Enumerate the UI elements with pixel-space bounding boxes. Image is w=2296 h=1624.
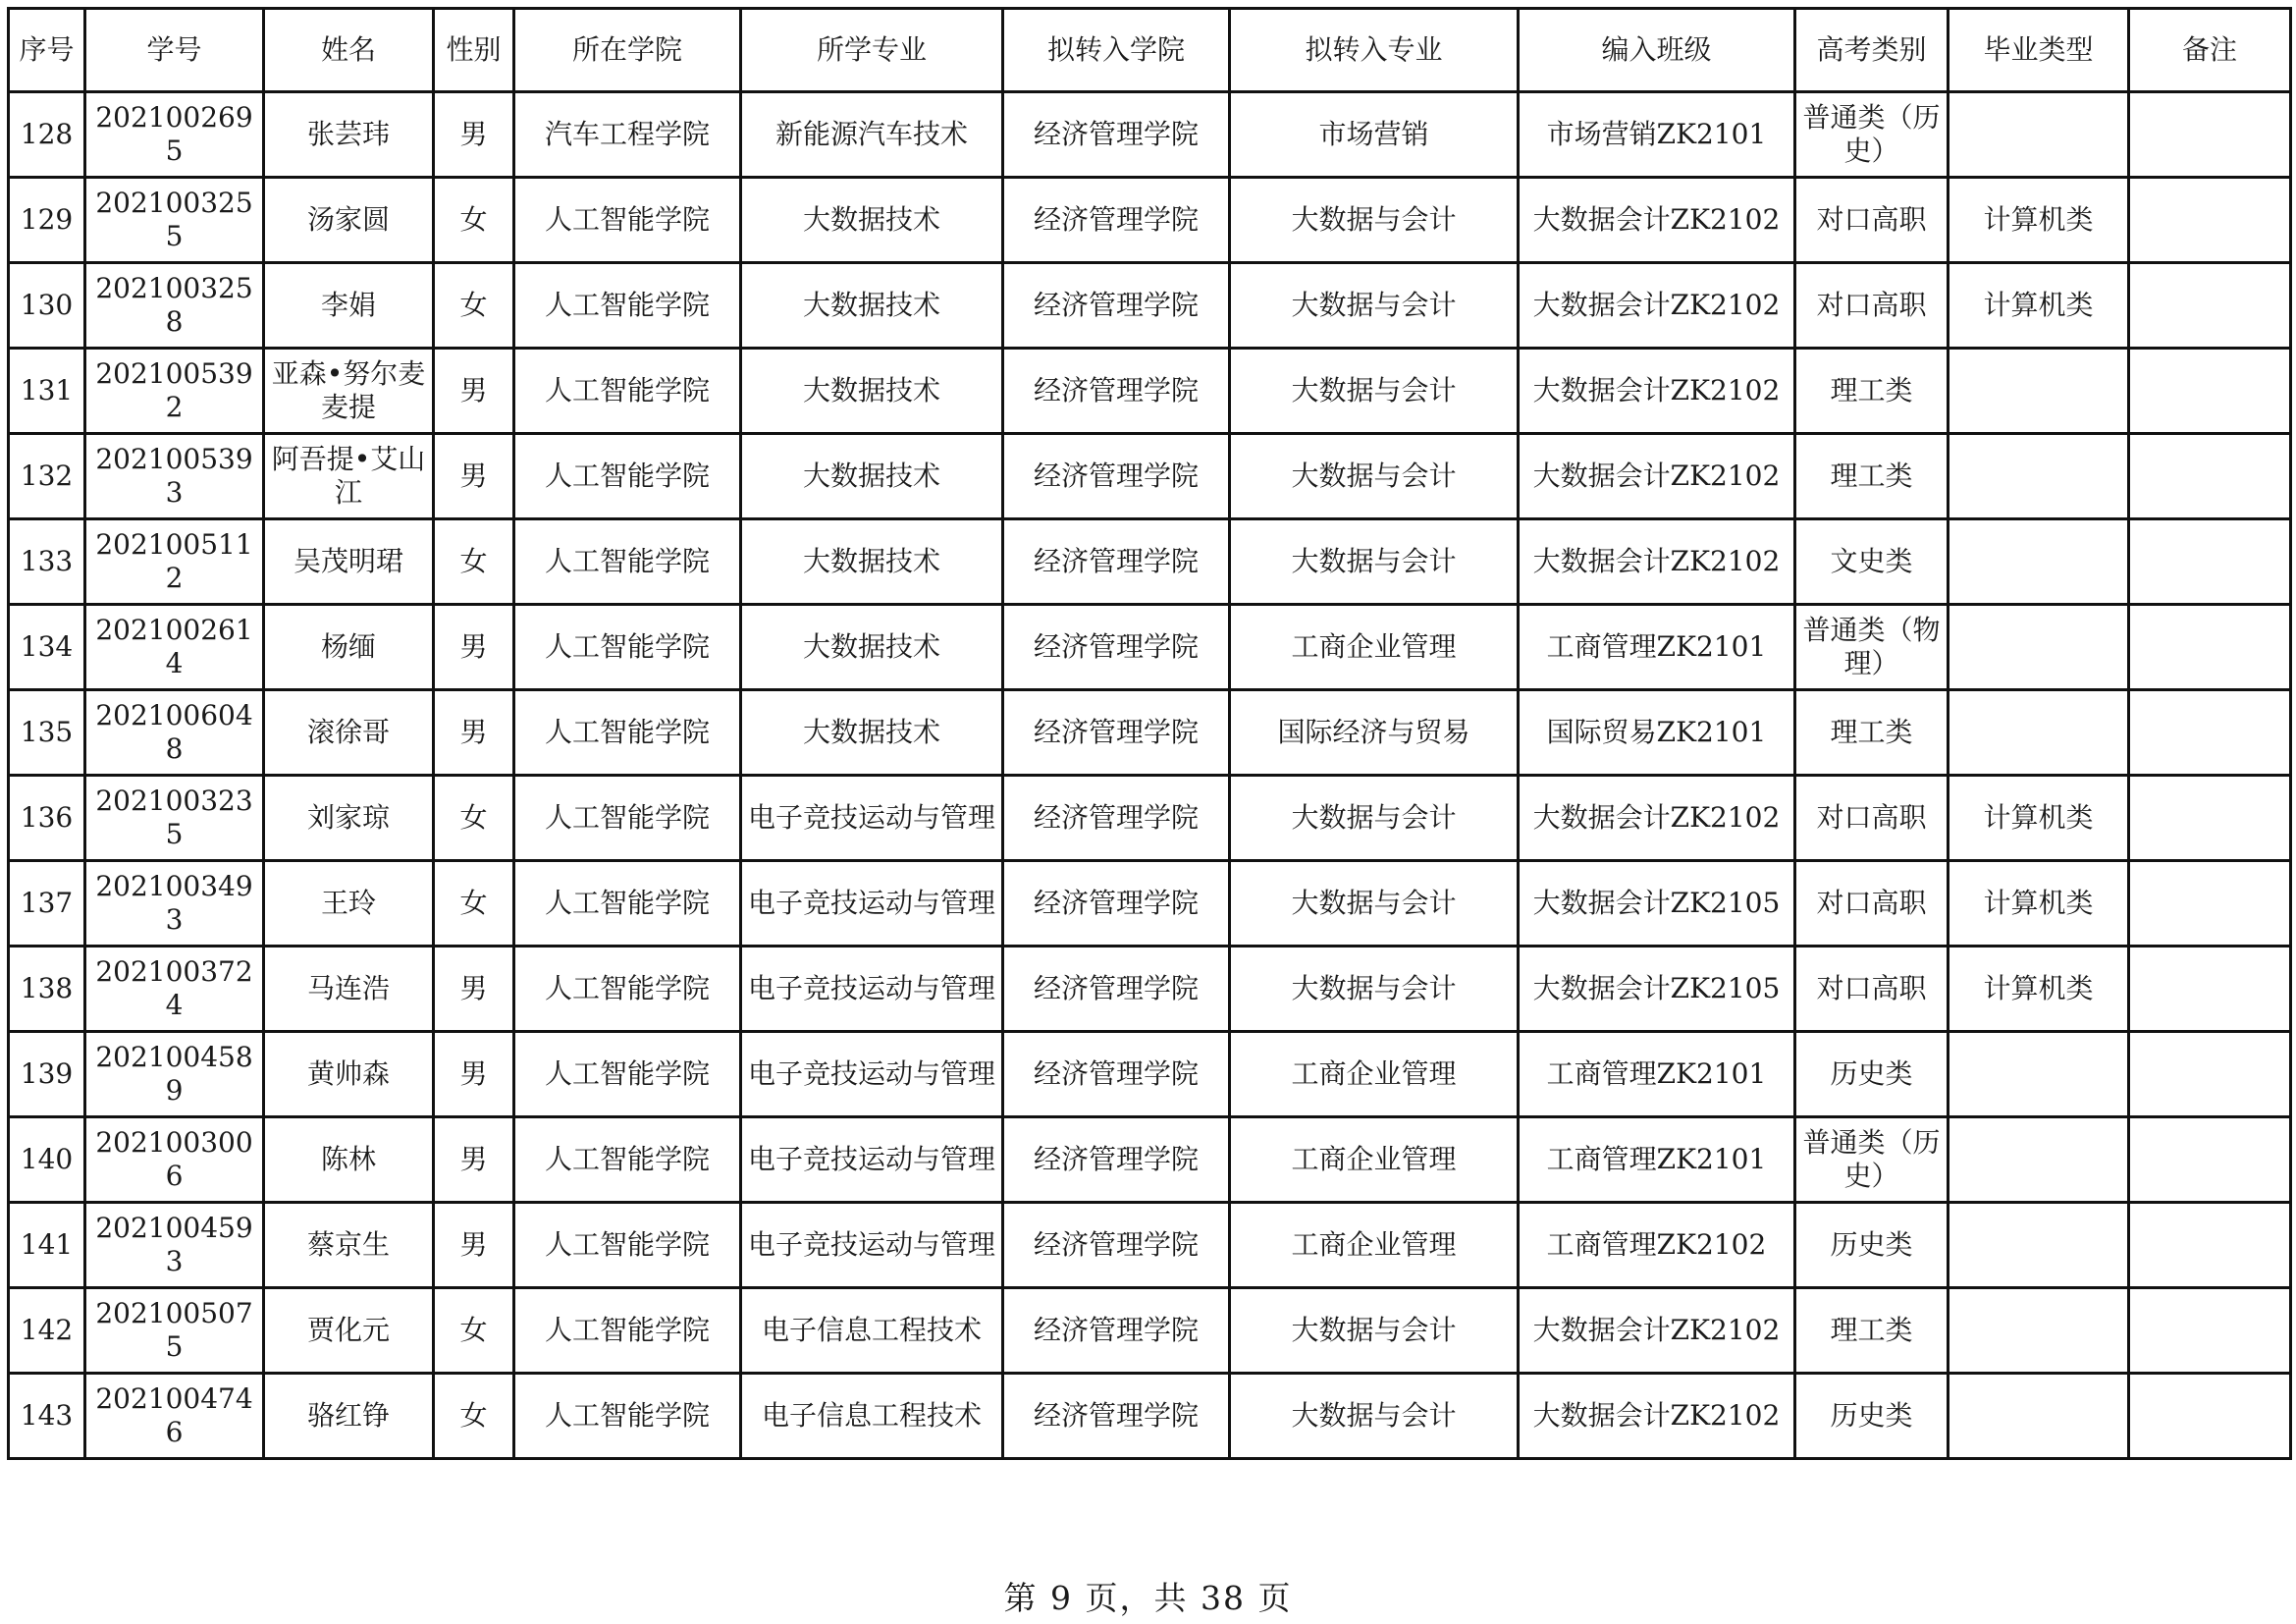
cell-graduation-type [1949,1203,2129,1288]
cell-current-college: 人工智能学院 [514,1117,741,1203]
cell-gender: 男 [434,92,514,178]
cell-graduation-type [1949,690,2129,776]
cell-exam-category: 对口高职 [1795,263,1949,349]
cell-target-major: 工商企业管理 [1230,1203,1519,1288]
cell-assigned-class: 大数据会计ZK2102 [1519,349,1795,434]
cell-target-major: 大数据与会计 [1230,861,1519,947]
cell-target-major: 大数据与会计 [1230,178,1519,263]
table-row [9,519,2291,605]
cell-gender: 男 [434,1203,514,1288]
cell-assigned-class: 大数据会计ZK2105 [1519,861,1795,947]
cell-exam-category: 对口高职 [1795,861,1949,947]
cell-current-major: 大数据技术 [741,434,1003,519]
cell-graduation-type [1949,92,2129,178]
cell-student-id: 2021003235 [85,776,264,861]
cell-gender: 女 [434,519,514,605]
cell-exam-category: 理工类 [1795,349,1949,434]
cell-target-college: 经济管理学院 [1003,349,1230,434]
cell-current-college: 人工智能学院 [514,861,741,947]
cell-serial-no: 134 [9,605,85,690]
header-current-college: 所在学院 [514,9,741,92]
cell-current-college: 人工智能学院 [514,690,741,776]
cell-gender: 男 [434,349,514,434]
cell-current-major: 电子竞技运动与管理 [741,1117,1003,1203]
cell-serial-no: 132 [9,434,85,519]
cell-exam-category: 对口高职 [1795,947,1949,1032]
cell-target-college: 经济管理学院 [1003,947,1230,1032]
cell-current-major: 电子竞技运动与管理 [741,947,1003,1032]
cell-target-college: 经济管理学院 [1003,1203,1230,1288]
cell-graduation-type: 计算机类 [1949,178,2129,263]
cell-serial-no: 141 [9,1203,85,1288]
header-gender: 性别 [434,9,514,92]
cell-name: 吴茂明珺 [264,519,434,605]
cell-remarks [2129,178,2291,263]
header-graduation-type: 毕业类型 [1949,9,2129,92]
cell-current-major: 大数据技术 [741,263,1003,349]
cell-name: 王玲 [264,861,434,947]
cell-target-major: 国际经济与贸易 [1230,690,1519,776]
cell-name: 汤家圆 [264,178,434,263]
page-number: 第 9 页，共 38 页 [1003,1579,1293,1617]
cell-exam-category: 理工类 [1795,434,1949,519]
cell-current-college: 人工智能学院 [514,947,741,1032]
cell-target-college: 经济管理学院 [1003,92,1230,178]
cell-target-major: 工商企业管理 [1230,605,1519,690]
cell-assigned-class: 大数据会计ZK2102 [1519,263,1795,349]
cell-name: 杨缅 [264,605,434,690]
cell-remarks [2129,263,2291,349]
cell-remarks [2129,1288,2291,1374]
cell-serial-no: 133 [9,519,85,605]
cell-student-id: 2021003006 [85,1117,264,1203]
cell-gender: 男 [434,1117,514,1203]
cell-gender: 女 [434,263,514,349]
table-row [9,861,2291,947]
header-assigned-class: 编入班级 [1519,9,1795,92]
cell-name: 滚徐哥 [264,690,434,776]
cell-student-id: 2021003493 [85,861,264,947]
header-current-major: 所学专业 [741,9,1003,92]
cell-name: 李娟 [264,263,434,349]
cell-current-college: 人工智能学院 [514,605,741,690]
cell-student-id: 2021002695 [85,92,264,178]
table-row [9,947,2291,1032]
cell-name: 刘家琼 [264,776,434,861]
cell-remarks [2129,519,2291,605]
cell-target-major: 大数据与会计 [1230,349,1519,434]
cell-target-college: 经济管理学院 [1003,263,1230,349]
cell-graduation-type: 计算机类 [1949,861,2129,947]
table-row [9,1374,2291,1459]
cell-gender: 男 [434,690,514,776]
cell-name: 骆红铮 [264,1374,434,1459]
header-serial-no: 序号 [9,9,85,92]
cell-serial-no: 128 [9,92,85,178]
cell-assigned-class: 大数据会计ZK2102 [1519,178,1795,263]
cell-current-college: 人工智能学院 [514,1288,741,1374]
cell-student-id: 2021003255 [85,178,264,263]
cell-target-college: 经济管理学院 [1003,861,1230,947]
cell-assigned-class: 大数据会计ZK2102 [1519,519,1795,605]
table-row [9,349,2291,434]
table-row [9,605,2291,690]
cell-remarks [2129,1374,2291,1459]
cell-current-major: 电子竞技运动与管理 [741,776,1003,861]
cell-graduation-type [1949,1288,2129,1374]
cell-remarks [2129,434,2291,519]
cell-current-major: 大数据技术 [741,349,1003,434]
cell-student-id: 2021003724 [85,947,264,1032]
cell-student-id: 2021006048 [85,690,264,776]
cell-gender: 女 [434,776,514,861]
cell-assigned-class: 工商管理ZK2102 [1519,1203,1795,1288]
cell-name: 亚森•努尔麦麦提 [264,349,434,434]
cell-gender: 男 [434,1032,514,1117]
cell-current-major: 新能源汽车技术 [741,92,1003,178]
cell-assigned-class: 大数据会计ZK2102 [1519,434,1795,519]
cell-assigned-class: 大数据会计ZK2102 [1519,776,1795,861]
cell-target-college: 经济管理学院 [1003,1032,1230,1117]
cell-current-college: 人工智能学院 [514,434,741,519]
cell-remarks [2129,349,2291,434]
cell-remarks [2129,1117,2291,1203]
cell-remarks [2129,1032,2291,1117]
header-remarks: 备注 [2129,9,2291,92]
cell-exam-category: 理工类 [1795,1288,1949,1374]
header-exam-category: 高考类别 [1795,9,1949,92]
cell-current-major: 电子竞技运动与管理 [741,1032,1003,1117]
cell-serial-no: 135 [9,690,85,776]
cell-name: 黄帅森 [264,1032,434,1117]
table-row [9,1203,2291,1288]
cell-target-major: 大数据与会计 [1230,519,1519,605]
cell-name: 陈林 [264,1117,434,1203]
cell-target-college: 经济管理学院 [1003,434,1230,519]
cell-target-college: 经济管理学院 [1003,1117,1230,1203]
header-student-id: 学号 [85,9,264,92]
cell-exam-category: 理工类 [1795,690,1949,776]
cell-target-major: 工商企业管理 [1230,1117,1519,1203]
table-row [9,1288,2291,1374]
cell-serial-no: 142 [9,1288,85,1374]
cell-assigned-class: 国际贸易ZK2101 [1519,690,1795,776]
cell-graduation-type [1949,1374,2129,1459]
cell-exam-category: 历史类 [1795,1203,1949,1288]
cell-exam-category: 文史类 [1795,519,1949,605]
cell-assigned-class: 工商管理ZK2101 [1519,605,1795,690]
cell-target-major: 大数据与会计 [1230,434,1519,519]
cell-gender: 女 [434,178,514,263]
cell-student-id: 2021003258 [85,263,264,349]
table-row [9,690,2291,776]
table-row [9,263,2291,349]
cell-remarks [2129,947,2291,1032]
cell-student-id: 2021004593 [85,1203,264,1288]
cell-remarks [2129,690,2291,776]
cell-serial-no: 143 [9,1374,85,1459]
cell-current-major: 电子竞技运动与管理 [741,861,1003,947]
table-row [9,1117,2291,1203]
cell-serial-no: 137 [9,861,85,947]
cell-assigned-class: 市场营销ZK2101 [1519,92,1795,178]
cell-serial-no: 138 [9,947,85,1032]
cell-student-id: 2021004746 [85,1374,264,1459]
cell-serial-no: 140 [9,1117,85,1203]
cell-exam-category: 普通类（历史） [1795,1117,1949,1203]
cell-graduation-type: 计算机类 [1949,263,2129,349]
table-row [9,178,2291,263]
cell-current-college: 人工智能学院 [514,263,741,349]
cell-current-college: 人工智能学院 [514,519,741,605]
cell-graduation-type [1949,605,2129,690]
cell-gender: 男 [434,434,514,519]
cell-target-major: 大数据与会计 [1230,776,1519,861]
cell-graduation-type [1949,349,2129,434]
cell-current-major: 大数据技术 [741,690,1003,776]
table-row [9,434,2291,519]
table-row [9,1032,2291,1117]
cell-name: 蔡京生 [264,1203,434,1288]
cell-exam-category: 历史类 [1795,1032,1949,1117]
cell-student-id: 2021005112 [85,519,264,605]
cell-exam-category: 历史类 [1795,1374,1949,1459]
table-body [9,92,2291,1459]
cell-serial-no: 136 [9,776,85,861]
cell-current-major: 大数据技术 [741,178,1003,263]
cell-gender: 女 [434,861,514,947]
cell-serial-no: 129 [9,178,85,263]
cell-assigned-class: 大数据会计ZK2105 [1519,947,1795,1032]
cell-student-id: 2021002614 [85,605,264,690]
header-name: 姓名 [264,9,434,92]
cell-current-college: 人工智能学院 [514,1032,741,1117]
cell-target-college: 经济管理学院 [1003,1374,1230,1459]
cell-serial-no: 139 [9,1032,85,1117]
cell-assigned-class: 大数据会计ZK2102 [1519,1374,1795,1459]
cell-target-major: 大数据与会计 [1230,1374,1519,1459]
cell-current-major: 大数据技术 [741,605,1003,690]
cell-student-id: 2021005393 [85,434,264,519]
cell-target-college: 经济管理学院 [1003,776,1230,861]
cell-current-college: 人工智能学院 [514,178,741,263]
header-target-major: 拟转入专业 [1230,9,1519,92]
header-row [9,9,2291,92]
cell-current-major: 电子信息工程技术 [741,1288,1003,1374]
cell-assigned-class: 工商管理ZK2101 [1519,1032,1795,1117]
cell-current-college: 人工智能学院 [514,1203,741,1288]
cell-serial-no: 131 [9,349,85,434]
cell-assigned-class: 工商管理ZK2101 [1519,1117,1795,1203]
cell-remarks [2129,92,2291,178]
cell-remarks [2129,861,2291,947]
cell-graduation-type [1949,519,2129,605]
cell-remarks [2129,1203,2291,1288]
cell-current-major: 电子信息工程技术 [741,1374,1003,1459]
cell-graduation-type [1949,434,2129,519]
cell-graduation-type [1949,1032,2129,1117]
cell-graduation-type [1949,1117,2129,1203]
cell-current-major: 大数据技术 [741,519,1003,605]
cell-gender: 女 [434,1288,514,1374]
table-row [9,92,2291,178]
cell-name: 张芸玮 [264,92,434,178]
table-row [9,776,2291,861]
cell-student-id: 2021005075 [85,1288,264,1374]
transfer-student-table [7,7,2292,1460]
cell-target-major: 大数据与会计 [1230,1288,1519,1374]
header-target-college: 拟转入学院 [1003,9,1230,92]
cell-gender: 男 [434,947,514,1032]
cell-remarks [2129,776,2291,861]
cell-current-major: 电子竞技运动与管理 [741,1203,1003,1288]
cell-graduation-type: 计算机类 [1949,947,2129,1032]
cell-target-college: 经济管理学院 [1003,519,1230,605]
cell-exam-category: 普通类（历史） [1795,92,1949,178]
cell-target-major: 大数据与会计 [1230,947,1519,1032]
cell-exam-category: 对口高职 [1795,178,1949,263]
cell-student-id: 2021004589 [85,1032,264,1117]
cell-name: 马连浩 [264,947,434,1032]
cell-remarks [2129,605,2291,690]
cell-name: 阿吾提•艾山江 [264,434,434,519]
cell-current-college: 汽车工程学院 [514,92,741,178]
cell-exam-category: 对口高职 [1795,776,1949,861]
cell-gender: 女 [434,1374,514,1459]
cell-gender: 男 [434,605,514,690]
cell-target-major: 大数据与会计 [1230,263,1519,349]
cell-target-college: 经济管理学院 [1003,178,1230,263]
cell-target-college: 经济管理学院 [1003,1288,1230,1374]
cell-target-college: 经济管理学院 [1003,605,1230,690]
cell-current-college: 人工智能学院 [514,1374,741,1459]
cell-target-college: 经济管理学院 [1003,690,1230,776]
cell-serial-no: 130 [9,263,85,349]
cell-exam-category: 普通类（物理） [1795,605,1949,690]
cell-graduation-type: 计算机类 [1949,776,2129,861]
cell-target-major: 市场营销 [1230,92,1519,178]
cell-name: 贾化元 [264,1288,434,1374]
cell-target-major: 工商企业管理 [1230,1032,1519,1117]
cell-current-college: 人工智能学院 [514,776,741,861]
cell-current-college: 人工智能学院 [514,349,741,434]
cell-assigned-class: 大数据会计ZK2102 [1519,1288,1795,1374]
cell-student-id: 2021005392 [85,349,264,434]
